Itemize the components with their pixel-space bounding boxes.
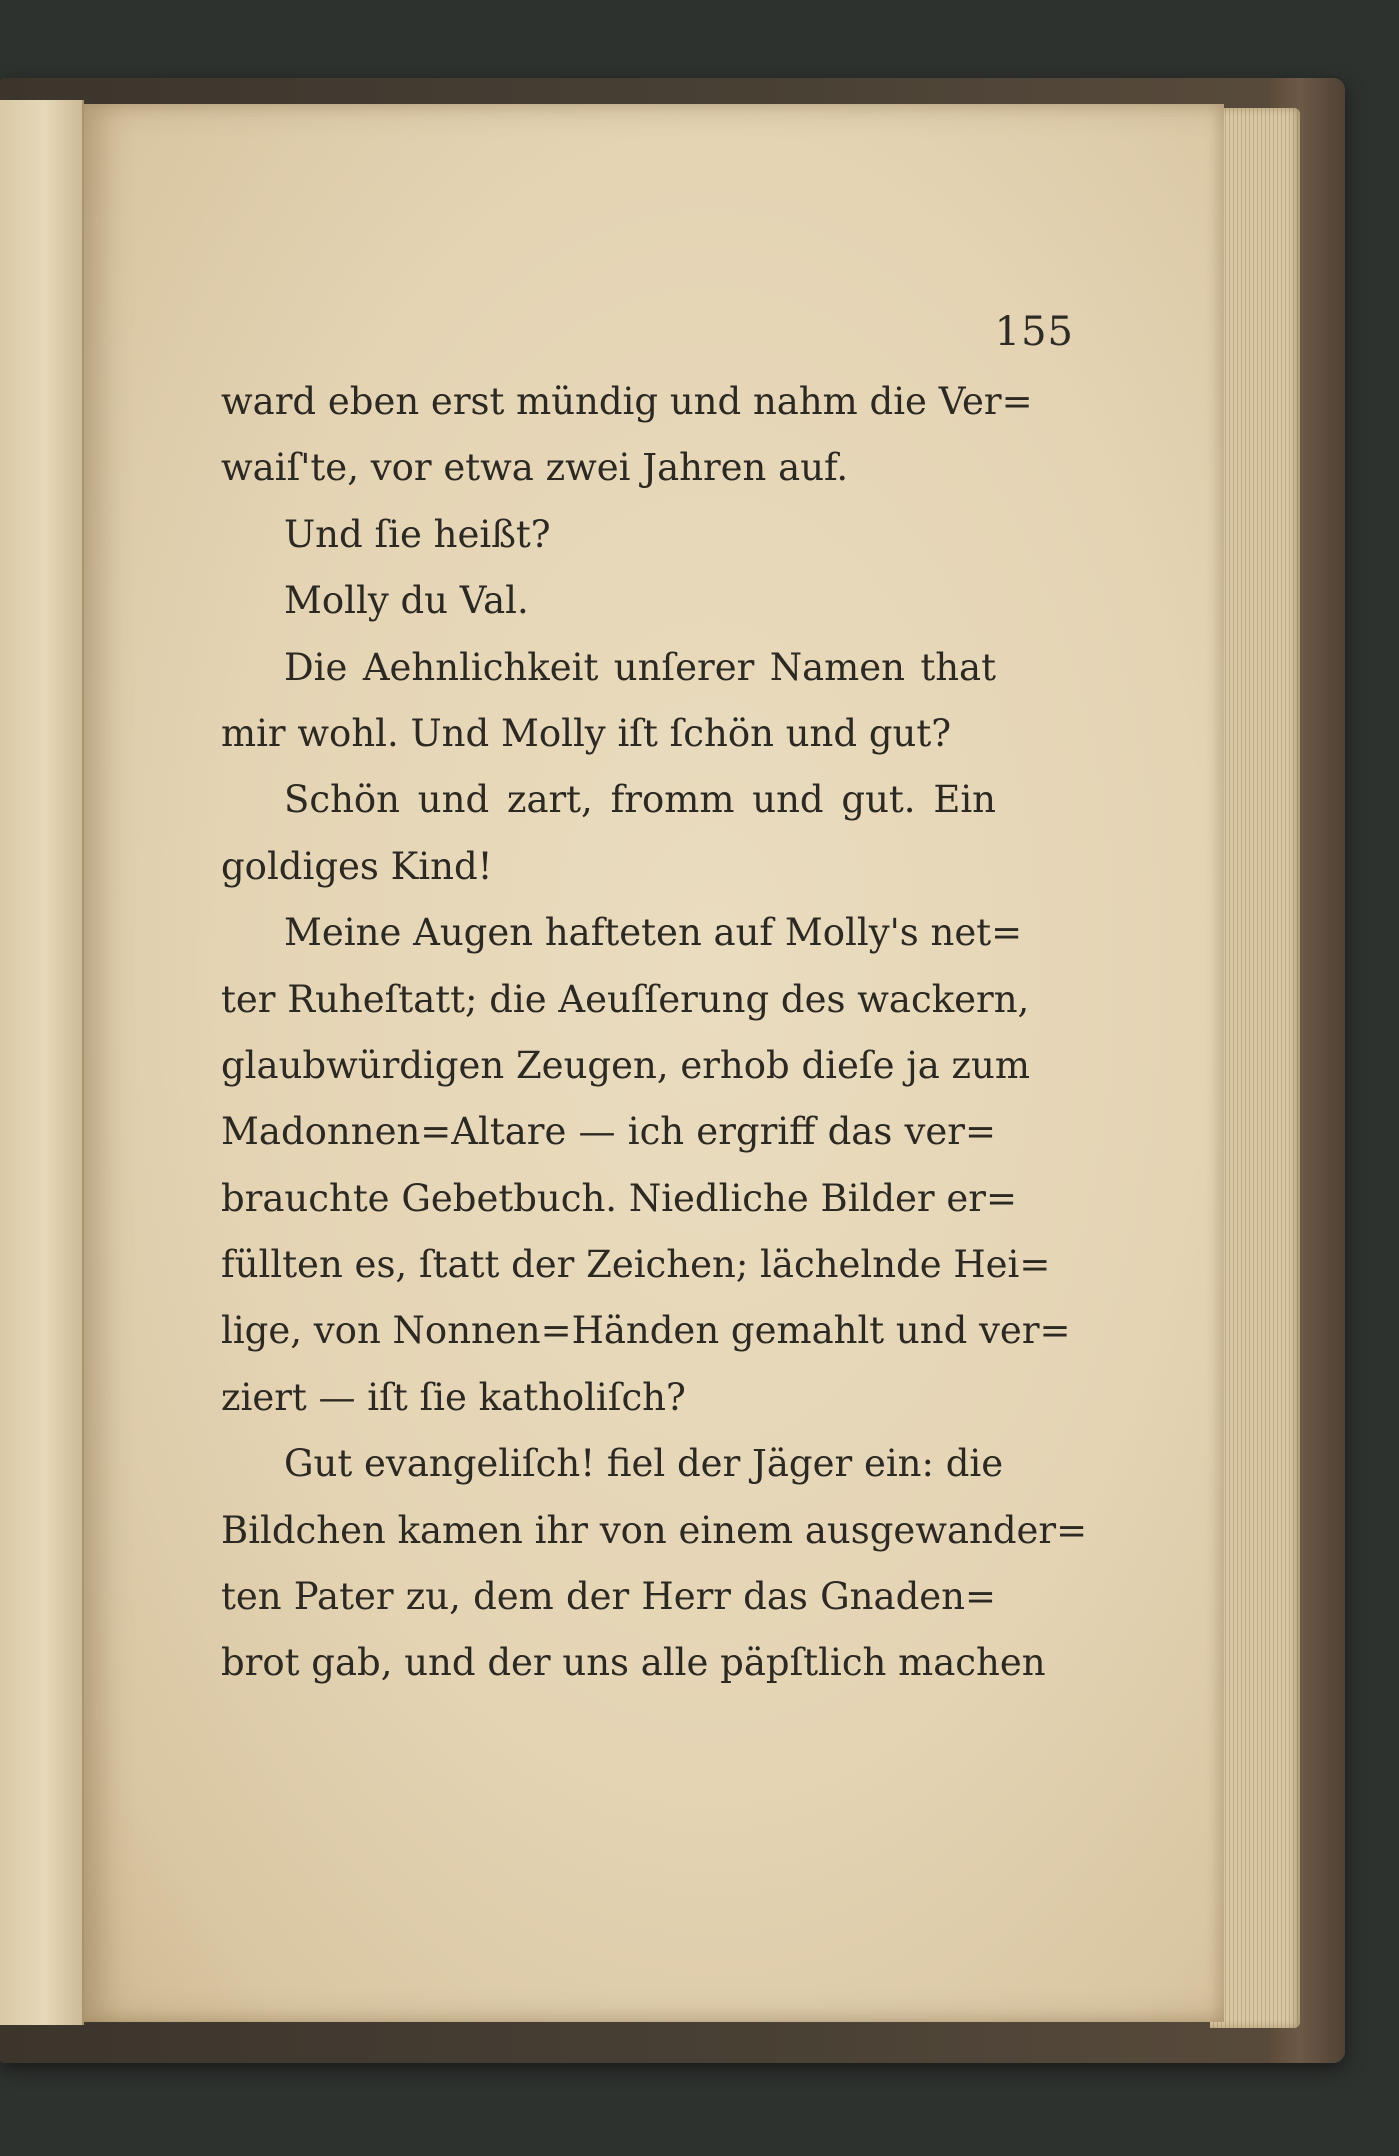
text-line: Bildchen kamen ihr von einem ausgewander= <box>221 1508 1088 1552</box>
text-line: Die Aehnlichkeit unſerer Namen that <box>284 645 996 689</box>
text-line: ter Ruheſtatt; die Aeuſſerung des wackern, <box>221 977 1030 1021</box>
text-line: brauchte Gebetbuch. Niedliche Bilder er= <box>221 1176 1017 1220</box>
page-number: 155 <box>994 309 1074 355</box>
page-text <box>221 369 1088 1697</box>
text-line: lige, von Nonnen=Händen gemahlt und ver= <box>221 1309 1071 1353</box>
text-line: ten Pater zu, dem der Herr das Gnaden= <box>221 1575 996 1619</box>
text-line: füllten es, ſtatt der Zeichen; lächelnde Hei= <box>221 1243 1051 1287</box>
text-line: brot gab, und der uns alle päpſtlich machen <box>221 1641 1046 1685</box>
text-line: Meine Augen hafteten auf Molly's net= <box>284 911 1023 955</box>
text-line: waiſ'te, vor etwa zwei Jahren auf. <box>221 446 849 490</box>
text-line: mir wohl. Und Molly iſt ſchön und gut? <box>221 711 952 755</box>
book-page <box>84 104 1224 2022</box>
text-line: Gut evangeliſch! fiel der Jäger ein: die <box>284 1442 1004 1486</box>
text-line: ziert — iſt ſie katholiſch? <box>221 1375 686 1419</box>
text-line: goldiges Kind! <box>221 844 493 888</box>
text-line: Molly du Val. <box>284 579 529 623</box>
text-line: Und ſie heißt? <box>284 512 551 556</box>
text-line: glaubwürdigen Zeugen, erhob dieſe ja zum <box>221 1043 1030 1087</box>
previous-page-edge <box>0 100 84 2025</box>
text-line: ward eben erst mündig und nahm die Ver= <box>221 380 1033 423</box>
text-line: Schön und zart, fromm und gut. Ein <box>284 778 996 822</box>
text-line: Madonnen=Altare — ich ergriff das ver= <box>221 1110 996 1154</box>
